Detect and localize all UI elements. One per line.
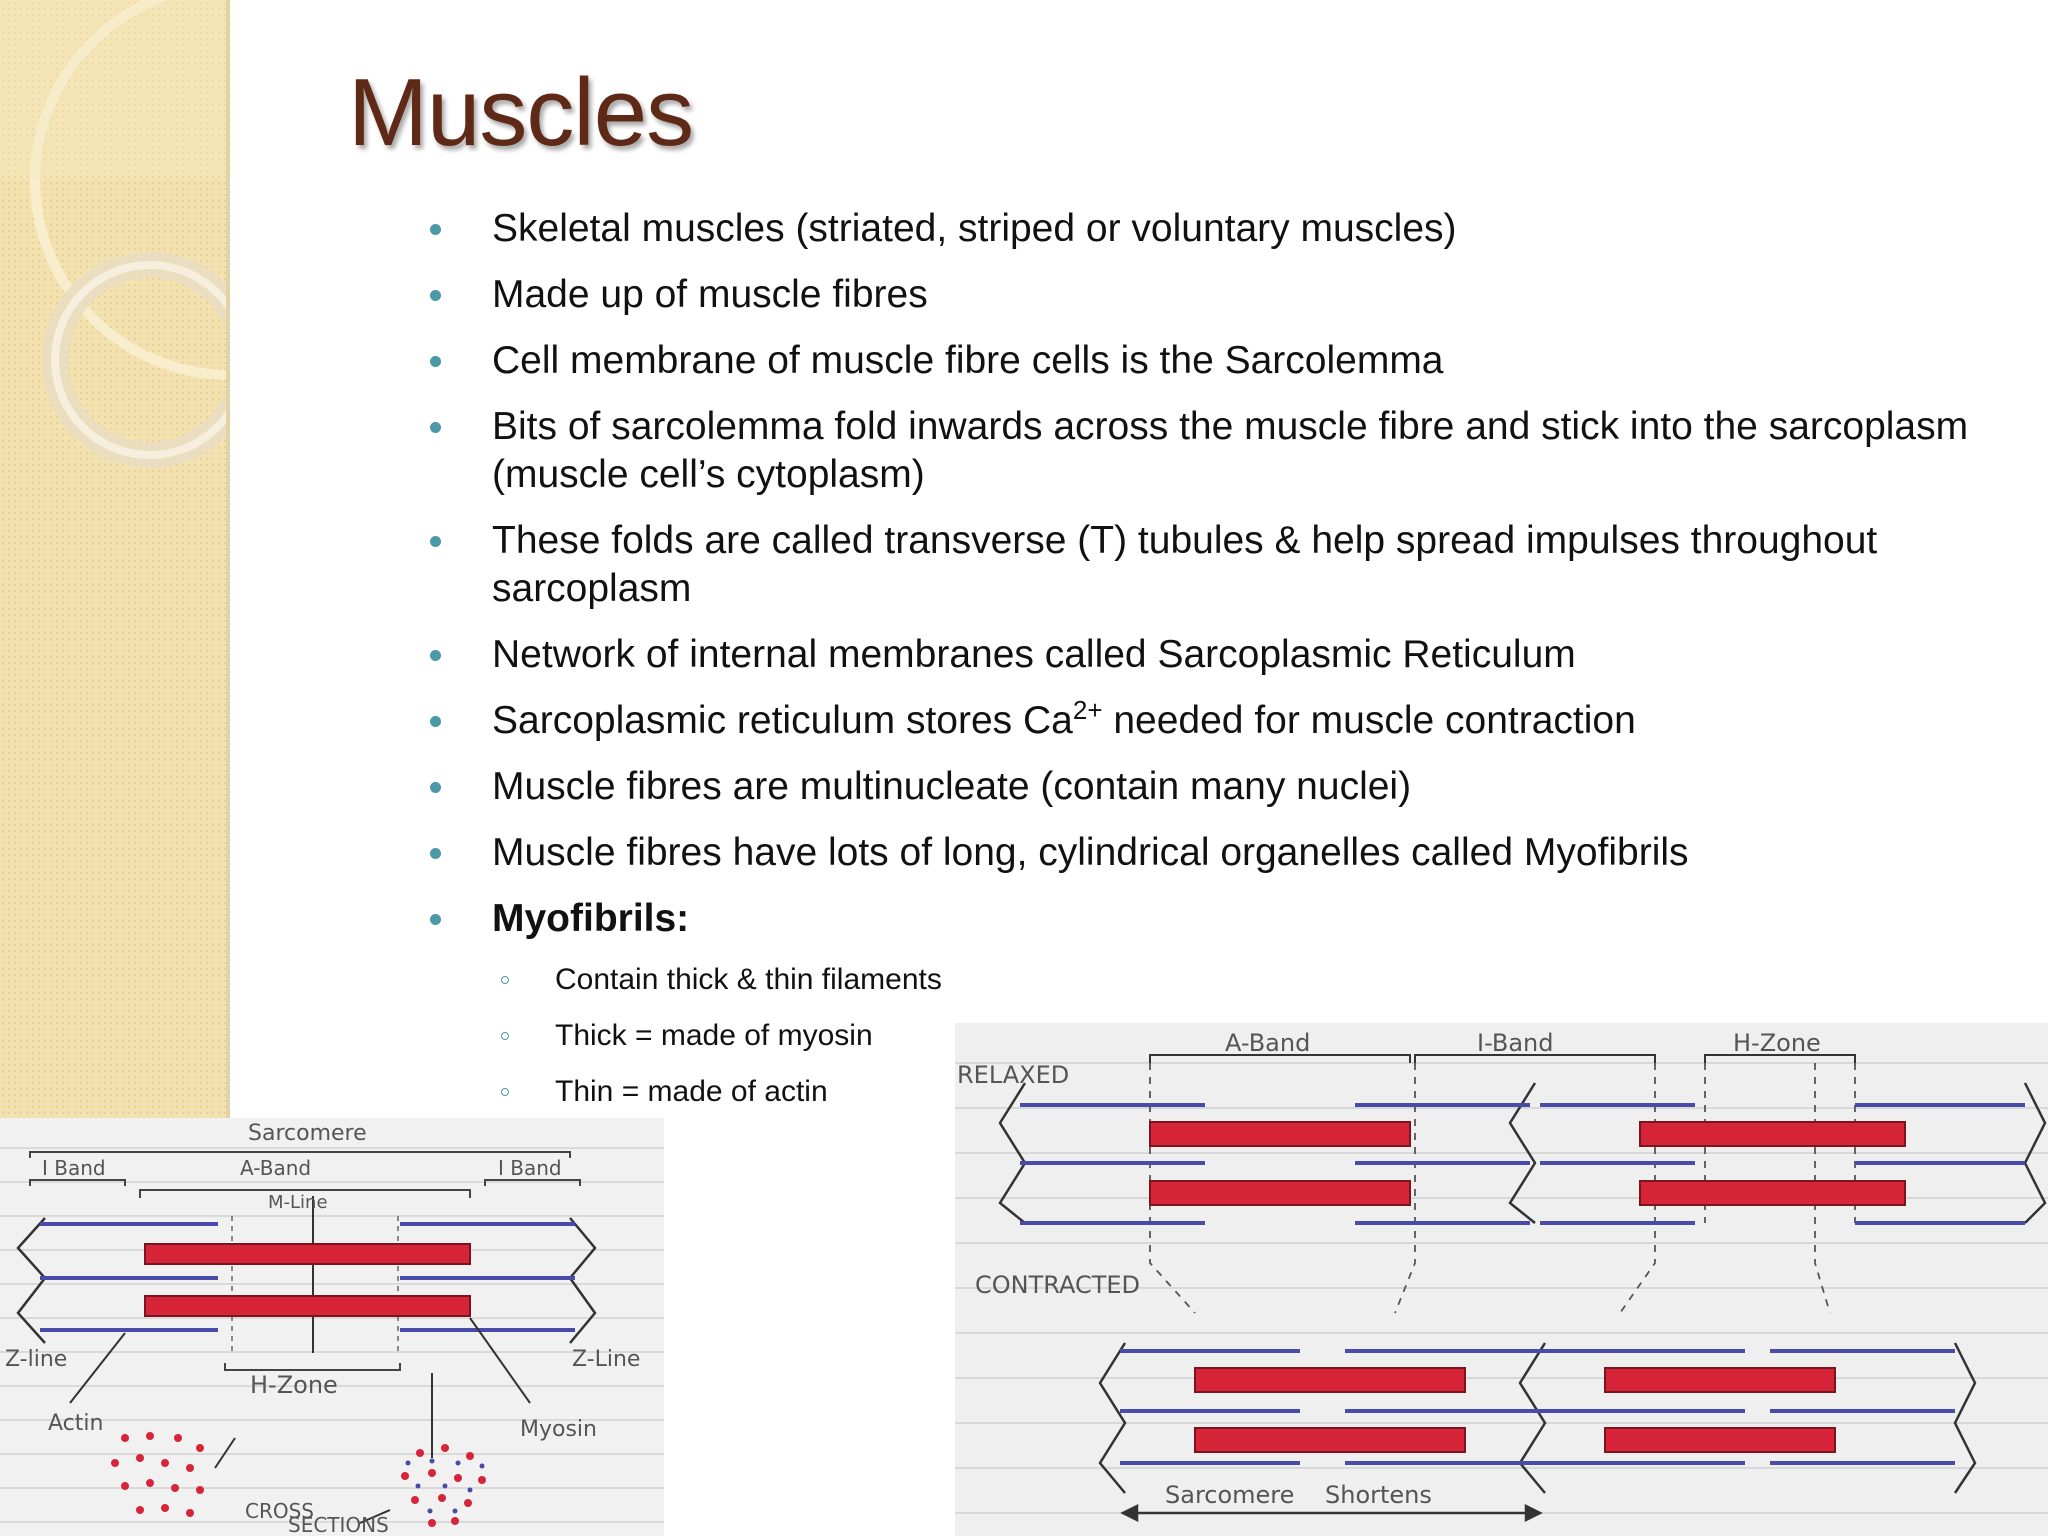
bullet-item: Network of internal membranes called Sarcoplasmic Reticulum <box>420 631 2020 679</box>
label-actin: Actin <box>48 1411 104 1436</box>
label-a-band: A-Band <box>240 1156 312 1180</box>
label-cross-sections: CROSS <box>245 1499 314 1523</box>
label-shortens: Shortens <box>1325 1481 1432 1509</box>
sub-bullet-ring-icon <box>501 976 509 984</box>
bullet-item-myofibrils: Myofibrils: <box>420 895 2020 943</box>
sub-bullet-ring-icon <box>501 1088 509 1096</box>
bullet-list <box>420 205 2020 961</box>
bullet-dot-icon <box>430 782 441 793</box>
label-m-line: M-Line <box>268 1192 328 1213</box>
label-h-zone: H-Zone <box>250 1371 338 1399</box>
label-relaxed: RELAXED <box>957 1061 1070 1089</box>
bullet-dot-icon <box>430 422 441 433</box>
label-sarcomere: Sarcomere <box>1165 1481 1295 1509</box>
bullet-dot-icon <box>430 650 441 661</box>
sub-bullet-item: Contain thick & thin filaments <box>495 960 942 1000</box>
label-z-line-left: Z-line <box>5 1347 68 1372</box>
bullet-item: These folds are called transverse (T) tubules & help spread impulses throughout sarcoplasm <box>420 517 2020 613</box>
sub-bullet-item: Thick = made of myosin <box>495 1016 942 1056</box>
label-sarcomere: Sarcomere <box>248 1121 367 1146</box>
bullet-dot-icon <box>430 848 441 859</box>
bullet-dot-icon <box>430 356 441 367</box>
bullet-dot-icon <box>430 914 441 925</box>
label-sections: SECTIONS <box>288 1513 389 1536</box>
label-i-band-right: I Band <box>498 1156 562 1180</box>
label-myosin: Myosin <box>520 1417 597 1442</box>
sub-bullet-ring-icon <box>501 1032 509 1040</box>
sub-bullet-item: Thin = made of actin <box>495 1072 942 1112</box>
label-contracted: CONTRACTED <box>975 1271 1141 1299</box>
bullet-item: Bits of sarcolemma fold inwards across the muscle fibre and stick into the sarcoplasm (muscle cell’s cytoplasm) <box>420 403 2020 499</box>
sarcomere-diagram <box>0 1118 664 1536</box>
slide-title: Muscles <box>348 59 694 166</box>
sliding-filament-diagram <box>955 1023 2048 1536</box>
label-z-line-right: Z-Line <box>572 1347 641 1372</box>
label-i-band: I-Band <box>1477 1029 1554 1057</box>
bullet-dot-icon <box>430 536 441 547</box>
label-h-zone: H-Zone <box>1733 1029 1821 1057</box>
bullet-item: Muscle fibres are multinucleate (contain many nuclei) <box>420 763 2020 811</box>
label-i-band-left: I Band <box>42 1156 106 1180</box>
bullet-dot-icon <box>430 716 441 727</box>
bullet-item: Muscle fibres have lots of long, cylindrical organelles called Myofibrils <box>420 829 2020 877</box>
label-a-band: A-Band <box>1225 1029 1311 1057</box>
bullet-dot-icon <box>430 290 441 301</box>
sub-bullet-list <box>495 960 942 1128</box>
bullet-item: Cell membrane of muscle fibre cells is the Sarcolemma <box>420 337 2020 385</box>
bullet-dot-icon <box>430 224 441 235</box>
bullet-item: Made up of muscle fibres <box>420 271 2020 319</box>
bullet-item-calcium: Sarcoplasmic reticulum stores $Ca^{2+}$ needed for muscle contraction <box>420 697 2020 745</box>
bullet-item: Skeletal muscles (striated, striped or voluntary muscles) <box>420 205 2020 253</box>
